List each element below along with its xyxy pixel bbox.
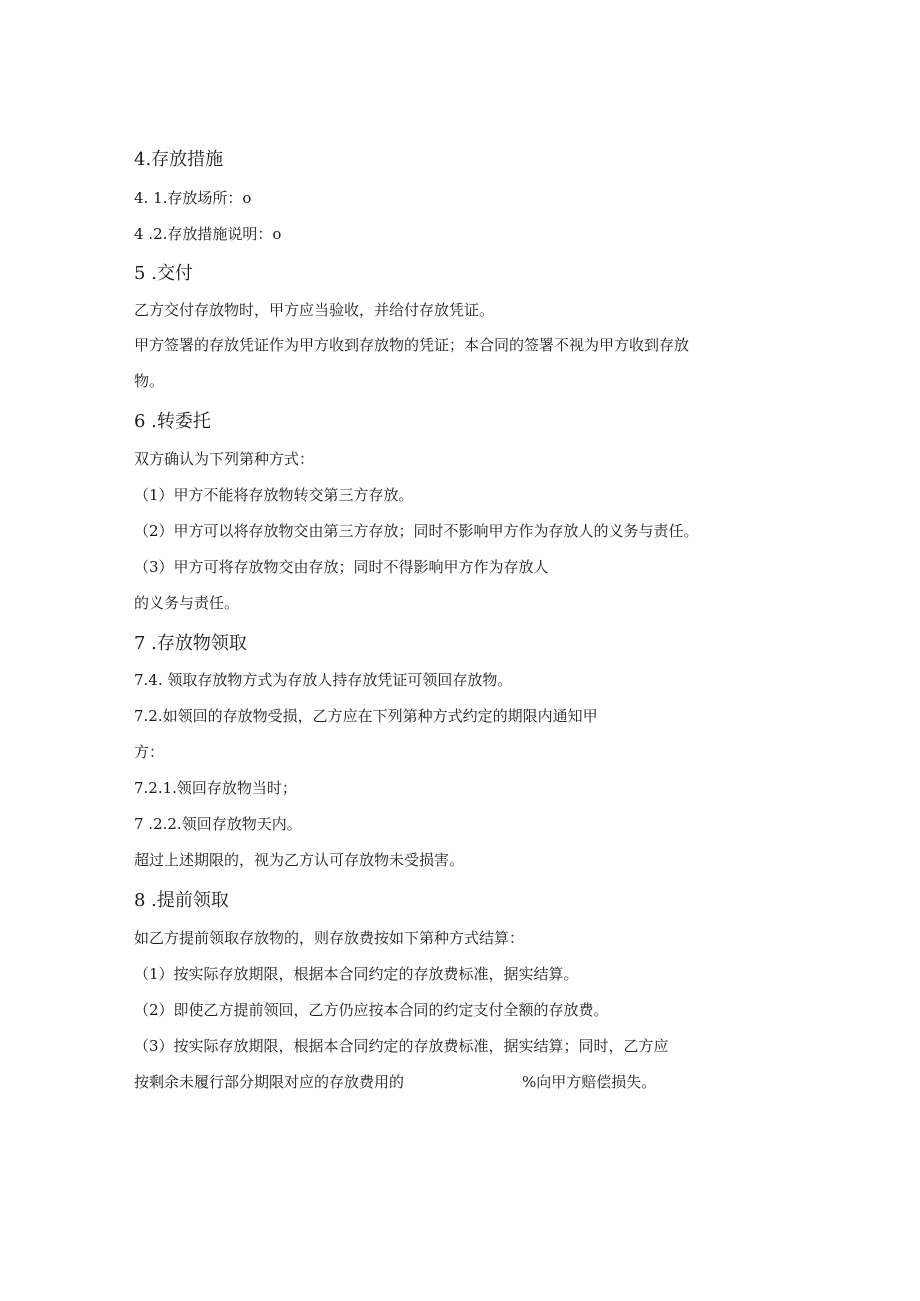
section-7-item-3: 7.2.1.领回存放物当时； <box>134 779 297 797</box>
section-7-note: 超过上述期限的，视为乙方认可存放物未受损害。 <box>134 851 465 869</box>
section-8-option-3-cont: 按剩余未履行部分期限对应的存放费用的 <box>134 1073 405 1091</box>
section-5-paragraph-1: 乙方交付存放物时，甲方应当验收，并给付存放凭证。 <box>134 301 495 319</box>
section-4-heading: 4.存放措施 <box>134 149 224 170</box>
section-5-heading: 5 .交付 <box>134 263 193 284</box>
section-8-option-3-percent: %向甲方赔偿损失。 <box>522 1073 657 1091</box>
section-6-option-3-cont: 的义务与责任。 <box>134 594 240 612</box>
section-7-item-2-cont: 方： <box>134 743 165 761</box>
section-6-option-2: （2）甲方可以将存放物交由第三方存放；同时不影响甲方作为存放人的义务与责任。 <box>134 522 699 540</box>
section-8-option-3: （3）按实际存放期限，根据本合同约定的存放费标准，据实结算；同时，乙方应 <box>134 1037 669 1055</box>
section-7-item-4: 7 .2.2.领回存放物天内。 <box>134 815 302 833</box>
section-8-heading: 8 .提前领取 <box>134 890 229 911</box>
section-7-item-1: 7.4. 领取存放物方式为存放人持存放凭证可领回存放物。 <box>134 671 513 689</box>
section-7-item-2: 7.2.如领回的存放物受损，乙方应在下列第种方式约定的期限内通知甲 <box>134 707 598 725</box>
section-4-item-1: 4. 1.存放场所：o <box>134 189 252 207</box>
section-6-heading: 6 .转委托 <box>134 411 211 432</box>
section-7-heading: 7 .存放物领取 <box>134 633 247 654</box>
section-5-paragraph-2-cont: 物。 <box>134 372 165 390</box>
section-8-option-1: （1）按实际存放期限，根据本合同约定的存放费标准，据实结算。 <box>134 965 579 983</box>
section-5-paragraph-2: 甲方签署的存放凭证作为甲方收到存放物的凭证；本合同的签署不视为甲方收到存放 <box>134 336 690 354</box>
section-8-option-2: （2）即使乙方提前领回，乙方仍应按本合同的约定支付全额的存放费。 <box>134 1001 609 1019</box>
section-8-intro: 如乙方提前领取存放物的，则存放费按如下第种方式结算： <box>134 929 525 947</box>
section-6-option-1: （1）甲方不能将存放物转交第三方存放。 <box>134 486 414 504</box>
section-6-intro: 双方确认为下列第种方式： <box>134 450 315 468</box>
section-6-option-3: （3）甲方可将存放物交由存放；同时不得影响甲方作为存放人 <box>134 558 549 576</box>
section-4-item-2: 4 .2.存放措施说明：o <box>134 225 282 243</box>
